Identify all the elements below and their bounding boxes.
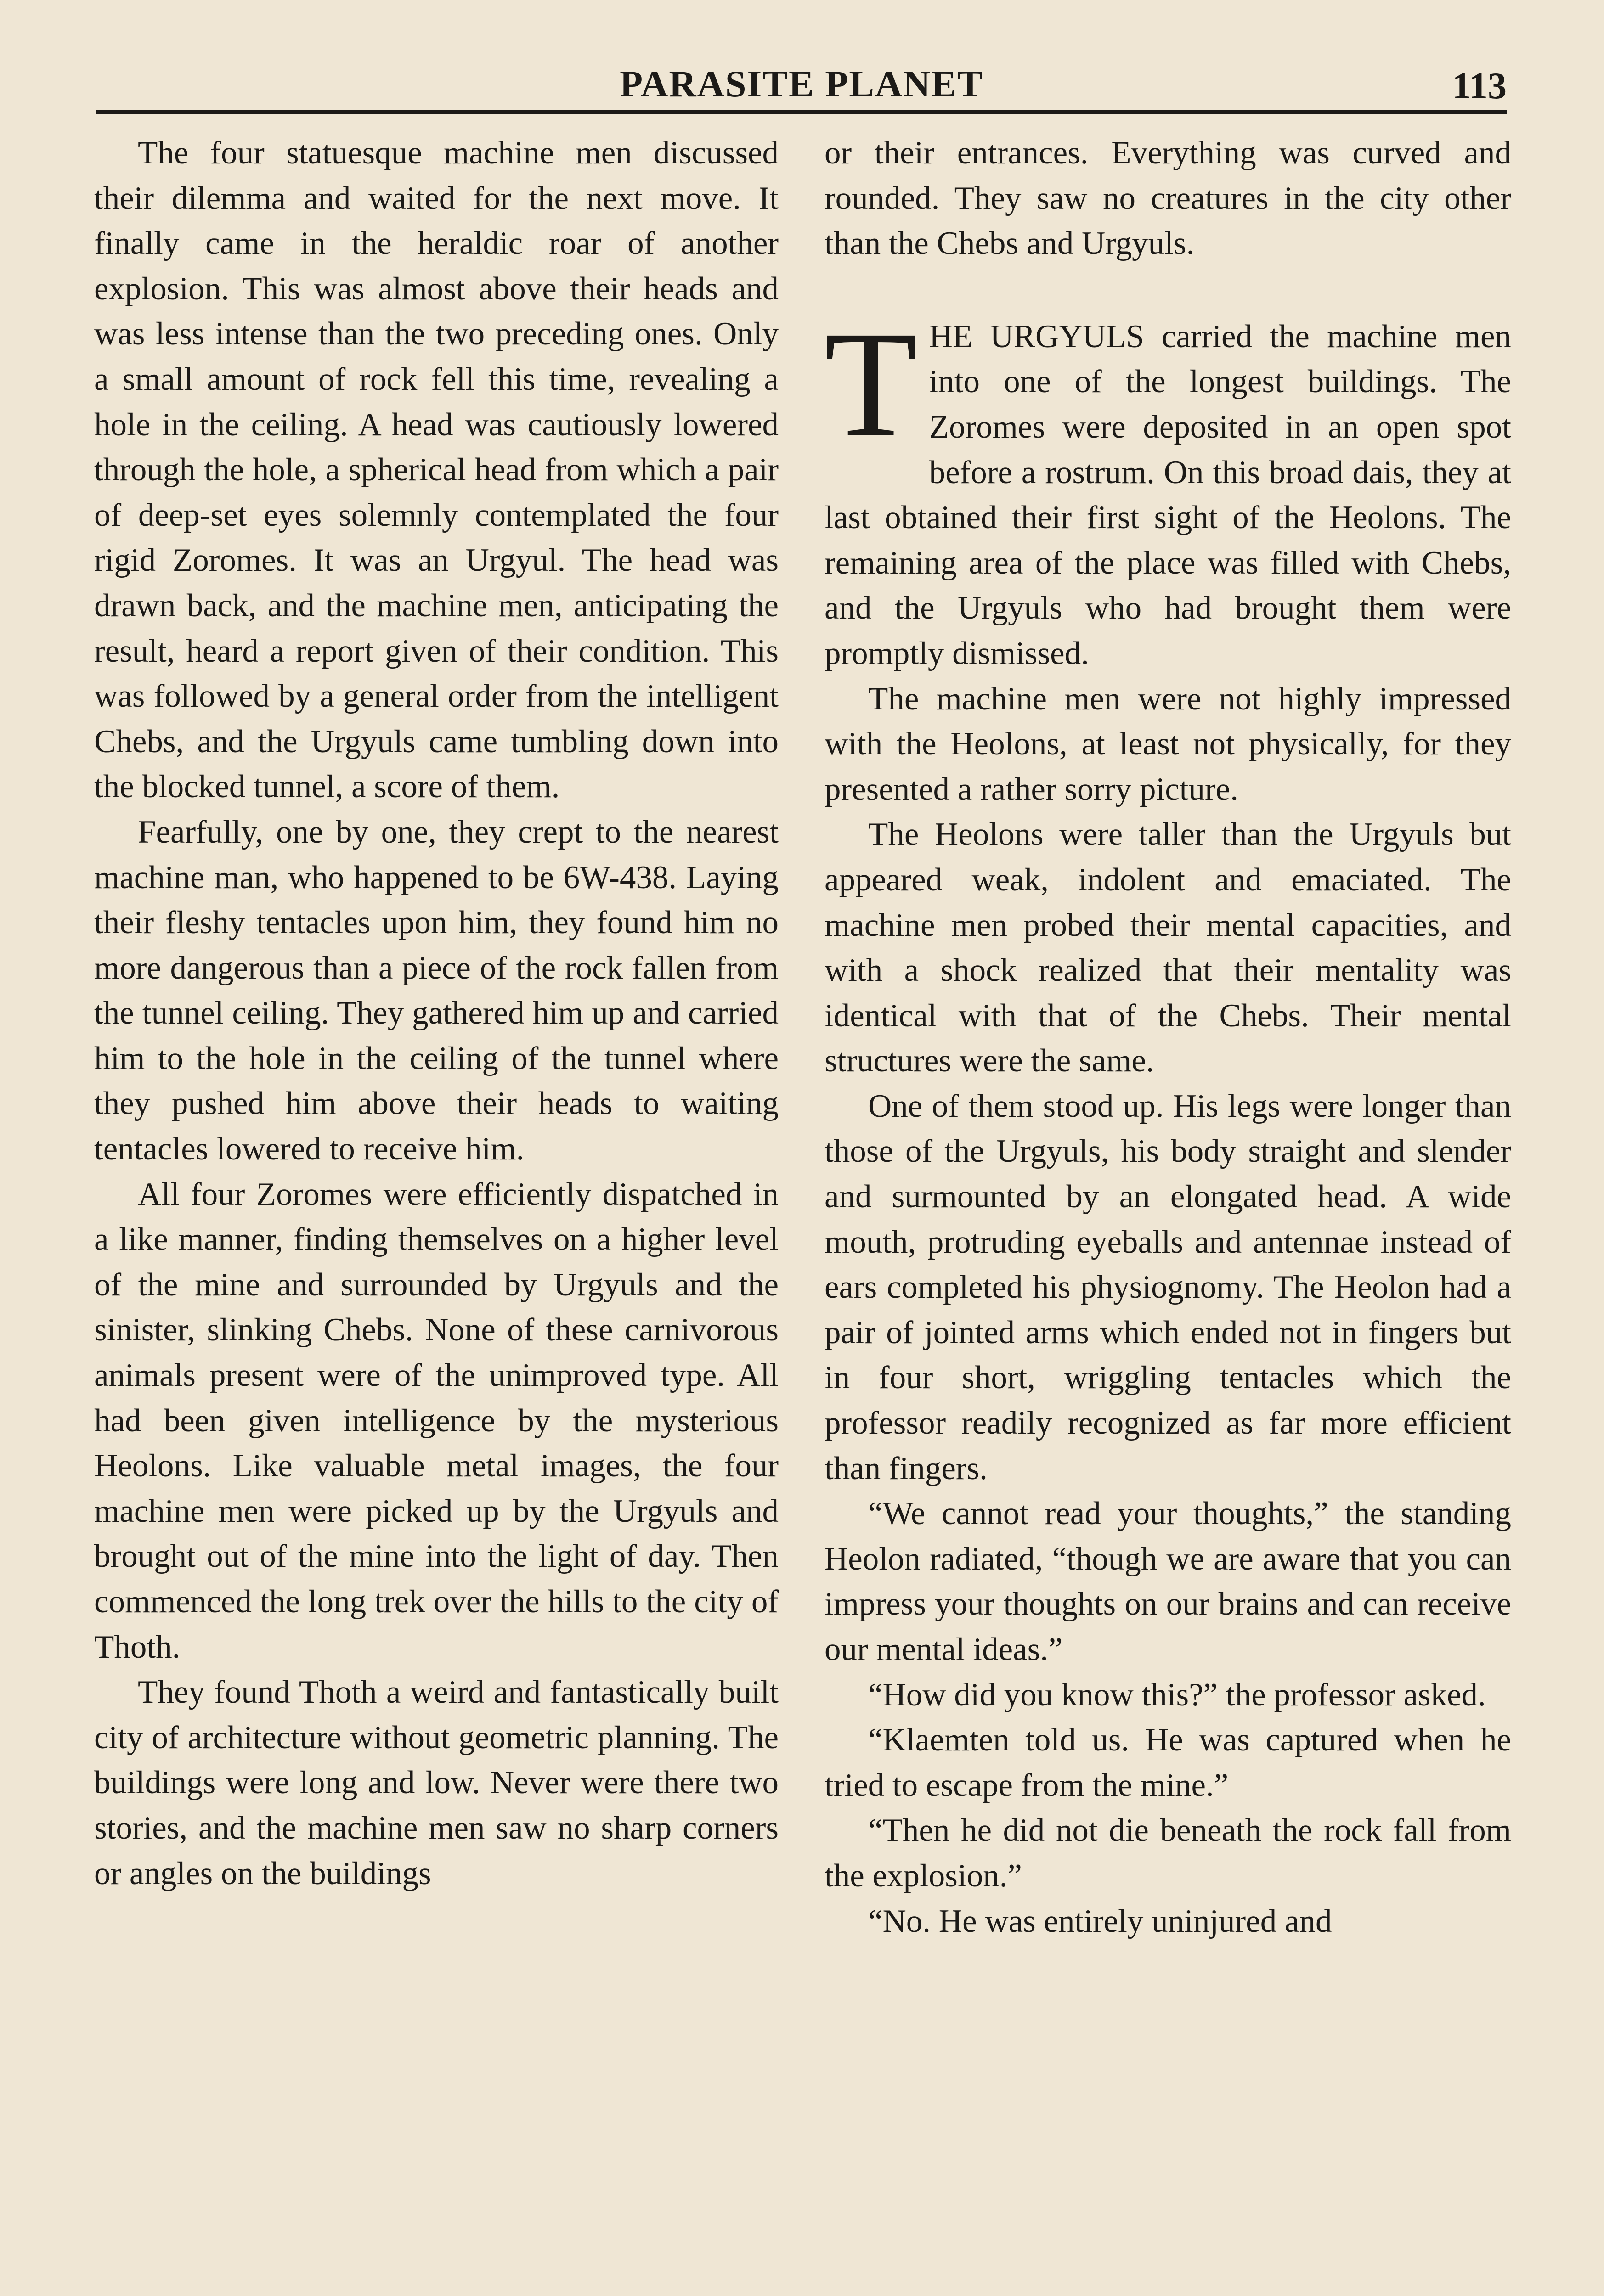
paragraph: All four Zoromes were efficiently dispatched in a like manner, finding themselves on a higher level of the mine and surrounded by Urgyuls and the sinister, slinking Chebs. None of these carnivorous animals present were of the unimproved type. All had been given intelligence by the mysterious Heolons. Like valuable metal images, the four machine men were picked up by the Urgyuls and brought out of the mine into the light of day. Then commenced the long trek over the hills to the city of Thoth. <box>94 1176 779 1665</box>
paragraph: “How did you know this?” the professor asked. <box>868 1677 1486 1713</box>
right-column <box>825 130 1511 1944</box>
paragraph: Fearfully, one by one, they crept to the nearest machine man, who happened to be 6W-438. Laying their fleshy tentacles upon him, they found him no more dangerous than a piece of the rock fallen from the tunnel ceiling. They gathered him up and carried him to the hole in the ceiling of the tunnel where they pushed him above their heads to waiting tentacles lowered to receive him. <box>94 814 779 1167</box>
paragraph: “No. He was entirely uninjured and <box>868 1903 1332 1939</box>
drop-cap-text: HE URGYULS carried the machine men into one of the longest buildings. The Zoromes were deposited in an open spot before a rostrum. On this broad dais, they at last obtained their first sight of the Heolons. The remaining area of the place was filled with Chebs, and the Urgyuls who had brought them were promptly dismissed. <box>825 318 1511 671</box>
header-rule <box>96 110 1507 114</box>
paragraph: The machine men were not highly impressed with the Heolons, at least not physically, for they presented a rather sorry picture. <box>825 681 1511 807</box>
paragraph: “We cannot read your thoughts,” the standing Heolon radiated, “though we are aware that you can impress your thoughts on our brains and can receive our mental ideas.” <box>825 1496 1511 1667</box>
paragraph: “Klaemten told us. He was captured when he tried to escape from the mine.” <box>825 1722 1511 1803</box>
running-title: PARASITE PLANET <box>620 63 983 105</box>
drop-cap: T <box>825 300 917 468</box>
continued-paragraph: or their entrances. Everything was curved and rounded. They saw no creatures in the city other than the Chebs and Urgyuls. <box>825 135 1511 262</box>
paragraph: “Then he did not die beneath the rock fall from the explosion.” <box>825 1812 1511 1894</box>
left-column <box>94 130 779 1896</box>
running-header <box>96 54 1507 114</box>
paragraph: They found Thoth a weird and fantastically built city of architecture without geometric planning. The buildings were long and low. Never were there two stories, and the machine men saw no sharp corners or angles on the buildings <box>94 1674 779 1891</box>
paragraph: The four statuesque machine men discussed their dilemma and waited for the next move. It finally came in the heraldic roar of another explosion. This was almost above their heads and was less intense than the two preceding ones. Only a small amount of rock fell this time, revealing a hole in the ceiling. A head was cautiously lowered through the hole, a spherical head from which a pair of deep-set eyes solemnly contemplated the four rigid Zoromes. It was an Urgyul. The head was drawn back, and the machine men, anticipating the result, heard a report given of their condition. This was followed by a general order from the intelligent Chebs, and the Urgyuls came tumbling down into the blocked tunnel, a score of them. <box>94 135 779 805</box>
page-number: 113 <box>1452 65 1507 107</box>
paragraph: The Heolons were taller than the Urgyuls but appeared weak, indolent and emaciated. The machine men probed their mental capacities, and with a shock realized that their mentality was identical with that of the Chebs. Their mental structures were the same. <box>825 816 1511 1079</box>
paragraph: One of them stood up. His legs were longer than those of the Urgyuls, his body straight and slender and surmounted by an elongated head. A wide mouth, protruding eyeballs and antennae instead of ears completed his physiognomy. The Heolon had a pair of jointed arms which ended not in fingers but in four short, wriggling tentacles which the professor readily recognized as far more efficient than fingers. <box>825 1088 1511 1486</box>
drop-cap-paragraph <box>825 300 1511 676</box>
